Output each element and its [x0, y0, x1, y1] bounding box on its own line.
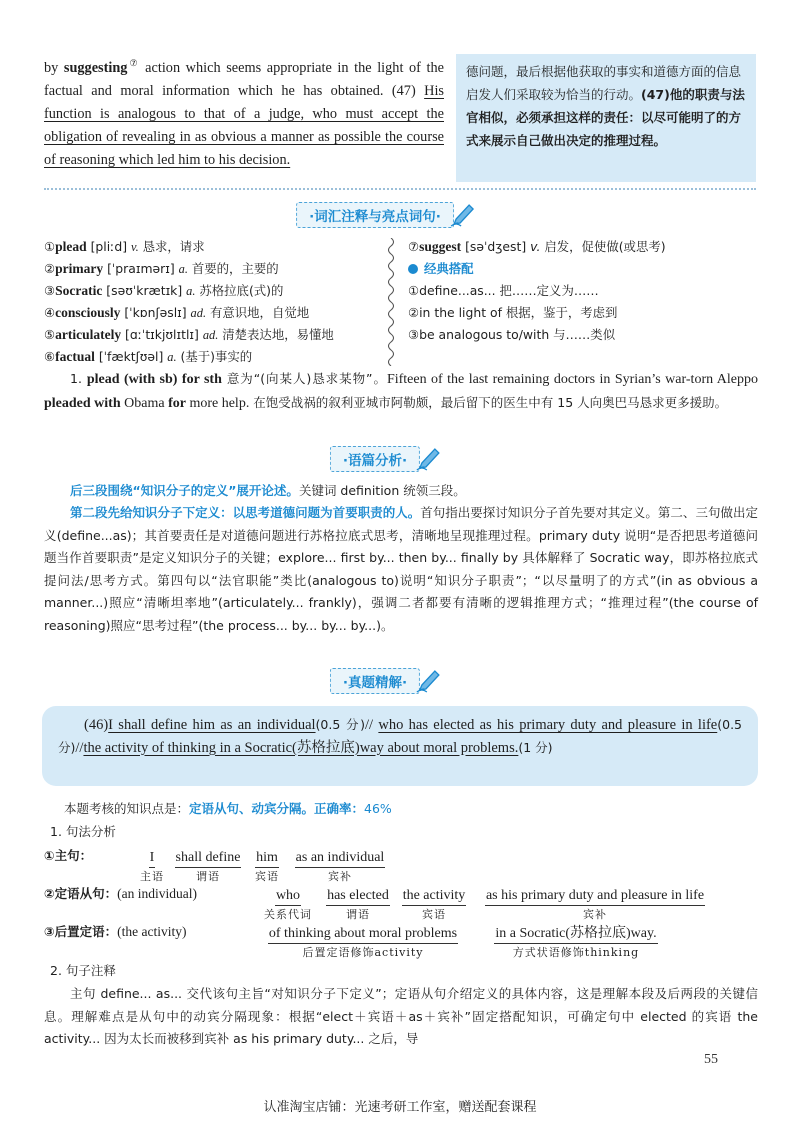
grammar-label: ③后置定语： — [44, 924, 118, 939]
section-exam-header — [330, 668, 442, 694]
vocab-item: ②primary [ˈpraɪmərɪ] a. 首要的，主要的 — [44, 261, 279, 276]
passage-line1: action which seems appropriate in the light of the factual and moral information which he has obtained. (47) — [44, 59, 444, 99]
grammar-segment: him 宾语 — [255, 850, 279, 883]
phrase-note: 1. plead (with sb) for sth 意为“(向某人)恳求某物”。Fifteen of the last remaining doctors in Syrian’s war-torn Aleppo pleaded with Obama for more help. 在饱受战祸的叙利亚城市阿勒颇，最后留下的医生中有 15 人向奥巴马恳求更多援助。 — [44, 371, 759, 411]
explain-paragraph: 主句 define... as... 交代该句主旨“对知识分子下定义”；定语从句介绍定义的具体内容，这是理解本段及后两段的关键信息。理解难点是从句中的动宾分隔现象：根据“elect＋宾语＋as＋宾补”固定搭配知识，可确定句中 elected 的宾语 the activity... 因为太长而被移到宾补 as his primary duty... 之后，导 — [44, 986, 758, 1046]
passage-lead-note: ⑦ — [127, 58, 140, 68]
grammar-segment: as his primary duty and pleasure in life 宾补 — [485, 888, 705, 921]
section-exam-title: ·真题精解· — [330, 668, 420, 694]
grammar-segment: has elected 谓语 — [327, 888, 389, 921]
grammar-segment: shall define 谓语 — [175, 850, 241, 883]
grammar-label: ①主句： — [44, 848, 93, 863]
page-number: 55 — [704, 1052, 718, 1067]
explain-title: 2. 句子注释 — [50, 963, 116, 978]
vocab-item: ④consciously [ˈkɒnʃəslɪ] ad. 有意识地，自觉地 — [44, 305, 310, 320]
vocab-item: ③Socratic [səʊˈkrætɪk] a. 苏格拉底(式)的 — [44, 283, 284, 298]
passage-underlined-sentence: His function is analogous to that of a judge, who must accept the obligation of revealing in as obvious a manner as possible the course of reasoning which led him to his decision. — [44, 82, 444, 168]
grammar-segment: I 主语 — [140, 850, 164, 883]
grammar-row-attributive-clause: ②定语从句：(an individual) — [44, 886, 197, 901]
knowledge-points: 本题考核的知识点是：定语从句、动宾分隔。正确率：46% — [64, 801, 392, 816]
grammar-segment: of thinking about moral problems 后置定语修饰activity — [268, 926, 458, 959]
vocab-list-left — [44, 236, 384, 368]
pen-icon — [450, 202, 476, 228]
wavy-divider — [384, 238, 398, 366]
answer-segment-1: I shall define him as an individual — [108, 717, 316, 733]
translation-normal: 德问题，最后根据他获取的事实和道德方面的信息启发人们采取较为恰当的行动。 — [466, 64, 742, 102]
pen-icon — [416, 668, 442, 694]
section-vocab-header — [296, 202, 476, 228]
passage-pre-lead: by — [44, 59, 64, 76]
collocation-title: 经典搭配 — [408, 258, 758, 280]
footer-note: 认准淘宝店铺：光速考研工作室，赠送配套课程 — [263, 1100, 537, 1115]
section-discourse-header — [330, 446, 442, 472]
collocation-item: ③be analogous to/with 与……类似 — [408, 327, 616, 342]
vocab-list-right — [408, 236, 758, 346]
passage-english — [44, 52, 444, 172]
translation-bold: (47)他的职责与法官相似，必须承担这样的责任：以尽可能明了的方式来展示自己做出决定的推理过程。 — [466, 87, 745, 148]
grammar-label: ②定语从句： — [44, 886, 118, 901]
answer-segment-3: the activity of thinking in a Socratic(苏格拉底)way about moral problems. — [83, 739, 519, 756]
grammar-segment: as an individual 宾补 — [295, 850, 385, 883]
passage-translation-box — [456, 54, 756, 182]
passage-lead-word: suggesting — [63, 59, 128, 76]
collocation-item: ②in the light of 根据，鉴于，考虑到 — [408, 305, 618, 320]
grammar-segment: in a Socratic(苏格拉底)way. 方式状语修饰thinking — [495, 926, 657, 959]
grammar-title: 1. 句法分析 — [50, 824, 116, 839]
collocation-item: ①define...as... 把……定义为…… — [408, 283, 599, 298]
grammar-segment: the activity 宾语 — [402, 888, 466, 921]
grammar-segment: who 关系代词 — [264, 888, 312, 921]
section-discourse-title: ·语篇分析· — [330, 446, 420, 472]
vocab-item: ⑤articulately [ɑːˈtɪkjʊlɪtlɪ] ad. 清楚表达地，易懂地 — [44, 327, 334, 342]
answer-segment-2: who has elected as his primary duty and pleasure in life — [378, 717, 718, 733]
vocab-item: ⑥factual [ˈfæktʃʊəl] a. (基于)事实的 — [44, 349, 253, 364]
grammar-row-post-attributive: ③后置定语：(the activity) — [44, 924, 187, 939]
discourse-paragraph-2: 第二段先给知识分子下定义：以思考道德问题为首要职责的人。首句指出要探讨知识分子首先要对其定义。第二、三句做出定义(define...as)；其首要责任是对道德问题进行苏格拉底式思考，清晰地呈现推理过程。primary duty 说明“是否把思考道德问题当作首要职责”是定义知识分子的关键；explore... first by... then by... finally by 具体解释了 Socratic way，即苏格拉底式提问法/思考方式。第四句以“法官职能”类比(analogous to)说明“知识分子职责”；“以尽量明了的方式”(in as obvious a manner...)照应“清晰坦率地”(articulately... frankly)，强调二者都要有清晰的逻辑推理方式；“推理过程”(the course of reasoning)照应“思考过程”(the process... by... by... by...)。 — [44, 505, 758, 633]
bullet-dot-icon — [408, 264, 418, 274]
grammar-row-main-clause — [44, 846, 92, 864]
pen-icon — [416, 446, 442, 472]
vocab-item: ①plead [pliːd] v. 恳求，请求 — [44, 239, 205, 254]
section-vocab-title: ·词汇注释与亮点词句· — [296, 202, 454, 228]
vocab-item: ⑦suggest [səˈdʒest] v. 启发，促使做(或思考) — [408, 239, 666, 254]
discourse-paragraph-1: 后三段围绕“知识分子的定义”展开论述。关键词 definition 统领三段。 — [70, 483, 466, 498]
answer-box: (46)I shall define him as an individual(0.5 分)// who has elected as his primary duty and pleasure in life(0.5 分)//the activity of thinking in a Socratic(苏格拉底)way about moral problems.(1 分) — [42, 706, 758, 786]
dotted-divider — [44, 188, 756, 190]
